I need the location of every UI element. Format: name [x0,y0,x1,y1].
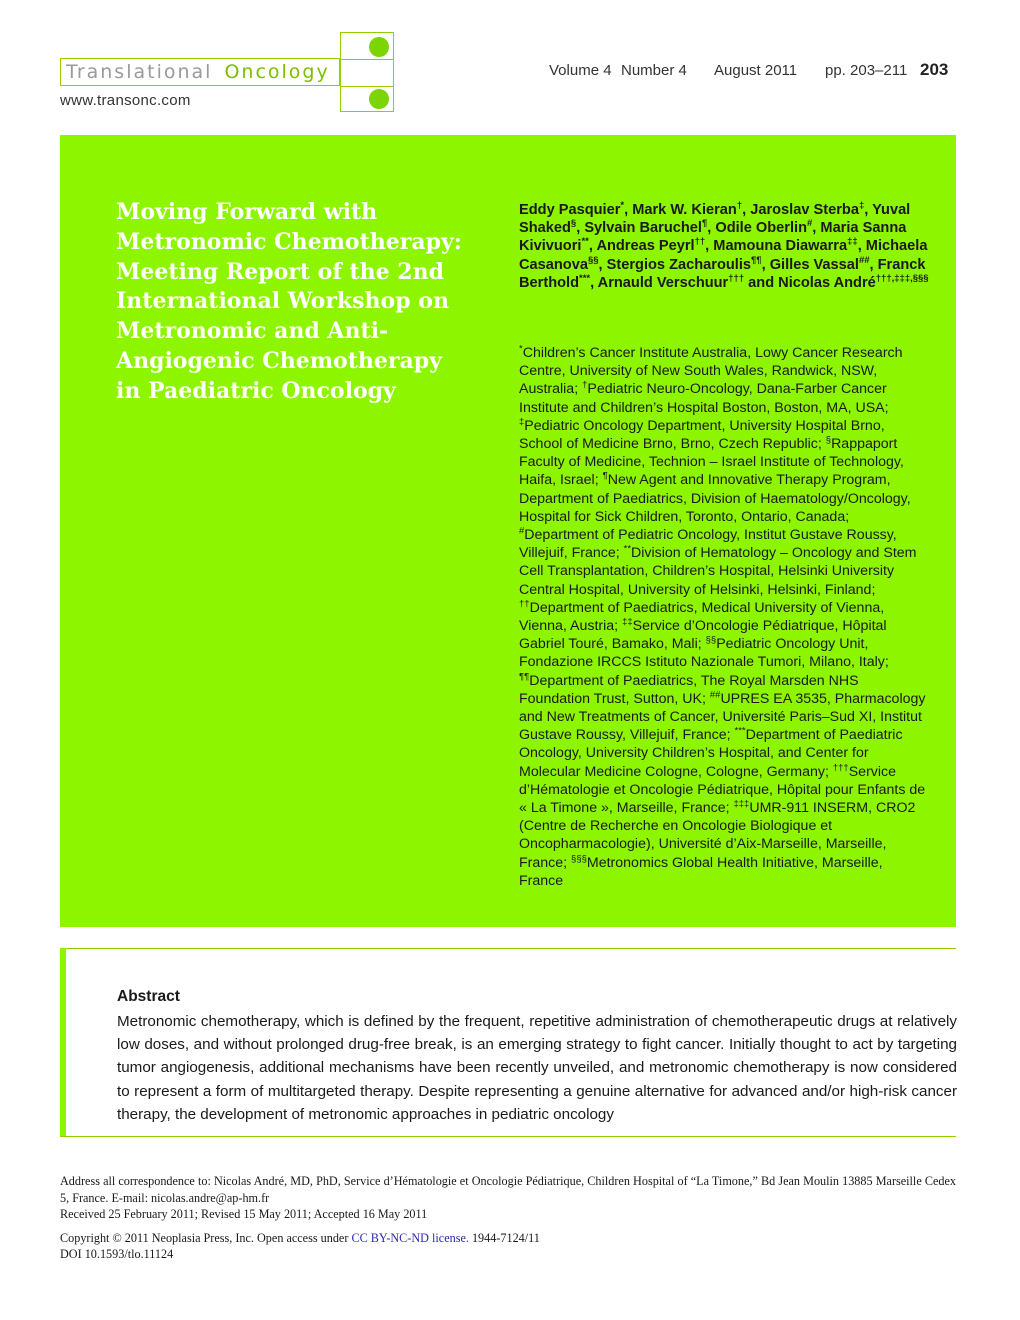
logo-dot-icon [369,89,389,109]
affiliation-text: Rappaport Faculty of Medicine, Technion – Israel Institute of Technology, Haifa, Israel; [519,436,904,489]
volume: Volume 4 [549,62,612,79]
author-mark: ‡ [858,200,865,212]
issue-number: Number 4 [621,62,687,79]
page-number: 203 [920,60,949,79]
affiliation-text: Department of Pediatric Oncology, Institut Gustave Roussy, Villejuif, France; [519,527,897,562]
author-name: Nicolas André [778,274,876,291]
author-name: Franck Berthold [519,256,926,291]
abstract-accent-bar [60,948,66,1137]
affiliation-mark: †† [519,598,530,610]
correspondence: Address all correspondence to: Nicolas André, MD, PhD, Service d’Hématologie et Oncologie Pédiatrique, Children Hospital of “La Timone,” Bd Jean Moulin 13885 Marseille Cedex 5, France. E-mail: nicolas.andre@ap-hm.fr [60,1174,956,1205]
author-name: Mamouna Diawarra [713,238,848,255]
affiliation-text: Service d’Hématologie et Oncologie Pédiatrique, Hôpital pour Enfants de « La Timone », Marseille, France; [519,763,926,817]
affiliation-text: Department of Paediatric Oncology, University Children’s Hospital, and Center for Molecular Medicine Cologne, Cologne, Germany; [519,727,903,780]
affiliation-mark: * [519,343,523,355]
issue-info [549,60,956,82]
author-mark: *** [579,272,591,284]
author-mark: ## [858,254,870,266]
author-name: Arnauld Verschuur [597,274,729,291]
author-mark: ** [581,236,589,248]
abstract-heading: Abstract [117,988,180,1005]
author-separator: , [588,238,597,255]
affiliation-text: New Agent and Innovative Therapy Program, Department of Paediatrics, Division of Haematology/Oncology, Hospital for Sick Children, Toronto, Ontario, Canada; [519,472,911,525]
title-panel [60,135,956,927]
author-separator: , [707,220,716,237]
logo-dot-icon [369,37,389,57]
affiliation-mark: # [519,525,525,537]
author-separator: , [864,202,873,218]
author-name: Jaroslav Sterba [750,202,859,218]
abstract-body: Metronomic chemotherapy, which is defined by the frequent, repetitive administration of chemotherapeutic drugs at relatively low doses, and without prolonged drug-free break, is an emerging strategy to fight cancer. Initially thought to act by targeting tumor angiogenesis, additional mechanisms have been recently unveiled, and metronomic chemotherapy is now considered to represent a form of multitargeted therapy. Despite representing a genuine alternative for advanced and/or high-risk cancer therapy, the development of metronomic approaches in pediatric oncology [117,1013,957,1123]
author-name: Sylvain Baruchel [584,220,702,237]
affiliation-text: Service d’Oncologie Pédiatrique, Hôpital Gabriel Touré, Bamako, Mali; [519,618,887,653]
affiliation-mark: §§§ [571,852,587,864]
logo-grid-icon [340,32,394,112]
author-name: Yuval Shaked [519,202,911,237]
author-name: Eddy Pasquier [519,202,621,218]
affiliation-mark: ‡‡ [622,616,633,628]
received-dates: Received 25 February 2011; Revised 15 May 2011; Accepted 16 May 2011 [60,1207,428,1221]
author-mark: §§ [587,254,599,266]
affiliation-text: UPRES EA 3535, Pharmacology and New Treatments of Cancer, Université Paris–Sud XI, Institut Gustave Roussy, Villejuif, France; [519,690,926,744]
abstract-divider [60,948,956,949]
issue-date: August 2011 [714,62,798,79]
copyright-text: Copyright © 2011 Neoplasia Press, Inc. Open access under [60,1231,352,1245]
journal-name-part2: Oncology [224,61,330,83]
author-separator: , [857,238,866,255]
affiliation-text: UMR-911 INSERM, CRO2 (Centre de Recherche en Oncologie Biologique et Oncopharmacologie), Université d’Aix-Marseille, Marseille, France; [519,800,916,871]
author-list [519,201,929,292]
affiliation-text: Pediatric Oncology Department, University Hospital Brno, School of Medicine Brno, Brno, Czech Republic; [519,417,885,453]
author-name: Stergios Zacharoulis [606,256,751,273]
page-range: pp. 203–211 [825,62,908,79]
affiliation-text: Division of Hematology – Oncology and Stem Cell Transplantation, Children’s Hospital, Helsinki University Central Hospital, University of Helsinki, Helsinki, Finland; [519,545,917,598]
author-separator: , [812,220,821,237]
author-separator: , [624,202,633,218]
affiliation-text: Department of Paediatrics, Medical University of Vienna, Vienna, Austria; [519,599,885,635]
affiliation-mark: § [825,434,832,446]
issn: 1944-7124/11 [468,1231,540,1245]
affiliation-text: Pediatric Oncology Unit, Fondazione IRCCS Istituto Nazionale Tumori, Milano, Italy; [519,636,889,671]
affiliation-text: Department of Paediatrics, The Royal Marsden NHS Foundation Trust, Sutton, UK; [519,672,859,707]
author-separator: , [742,202,751,218]
affiliation-mark: ¶¶ [519,670,530,682]
author-separator: and [744,274,779,291]
affiliation-mark: ††† [832,761,849,773]
affiliation-mark: ‡ [519,416,525,428]
author-mark: * [620,200,625,212]
copyright-line [60,1230,956,1247]
author-mark: ¶¶ [751,254,762,266]
affiliation-mark: † [582,379,588,391]
affiliation-text: Pediatric Neuro-Oncology, Dana-Farber Cancer Institute and Children’s Hospital Boston, Boston, MA, USA; [519,381,889,416]
author-name: Gilles Vassal [769,256,859,273]
author-name: Andreas Peyrl [596,238,695,255]
affiliation-mark: ** [623,543,632,555]
affiliation-mark: ‡‡‡ [733,798,750,810]
abstract-divider [60,1136,956,1137]
author-mark: †† [694,236,706,248]
author-mark: ¶ [701,218,708,230]
author-separator: , [598,256,607,273]
affiliation-mark: ## [709,689,721,701]
author-separator: , [705,238,714,255]
journal-url[interactable]: www.transonc.com [60,92,191,109]
license-link[interactable]: CC BY-NC-ND license. [351,1231,469,1245]
author-name: Maria Sanna Kivivuori [519,220,907,255]
author-mark: †††,‡‡‡,§§§ [875,272,929,284]
affiliation-mark: *** [734,725,746,737]
author-mark: † [736,200,743,212]
doi: DOI 10.1593/tlo.11124 [60,1247,174,1261]
author-mark: ††† [728,272,745,284]
affiliation-list [519,344,929,890]
author-mark: # [807,218,813,230]
author-separator: , [869,256,878,273]
author-name: Michaela Casanova [519,238,928,273]
author-mark: § [570,218,577,230]
author-name: Odile Oberlin [715,220,807,237]
author-separator: , [590,274,598,291]
author-separator: , [576,220,585,237]
journal-logo [60,58,340,86]
affiliation-text: Children’s Cancer Institute Australia, Lowy Cancer Research Centre, University of New South Wales, Randwick, NSW, Australia; [519,345,903,398]
author-name: Mark W. Kieran [632,202,737,218]
affiliation-mark: ¶ [602,470,608,482]
affiliation-text: Metronomics Global Health Initiative, Marseille, France [519,854,883,889]
journal-name-part1: Translational [66,61,213,83]
article-title: Moving Forward with Metronomic Chemotherapy: Meeting Report of the 2nd International Workshop on Metronomic and Anti-Angiogenic Chemotherapy in Paediatric Oncology [116,199,462,404]
author-mark: ‡‡ [847,236,858,248]
author-separator: , [761,256,770,273]
affiliation-mark: §§ [705,634,717,646]
